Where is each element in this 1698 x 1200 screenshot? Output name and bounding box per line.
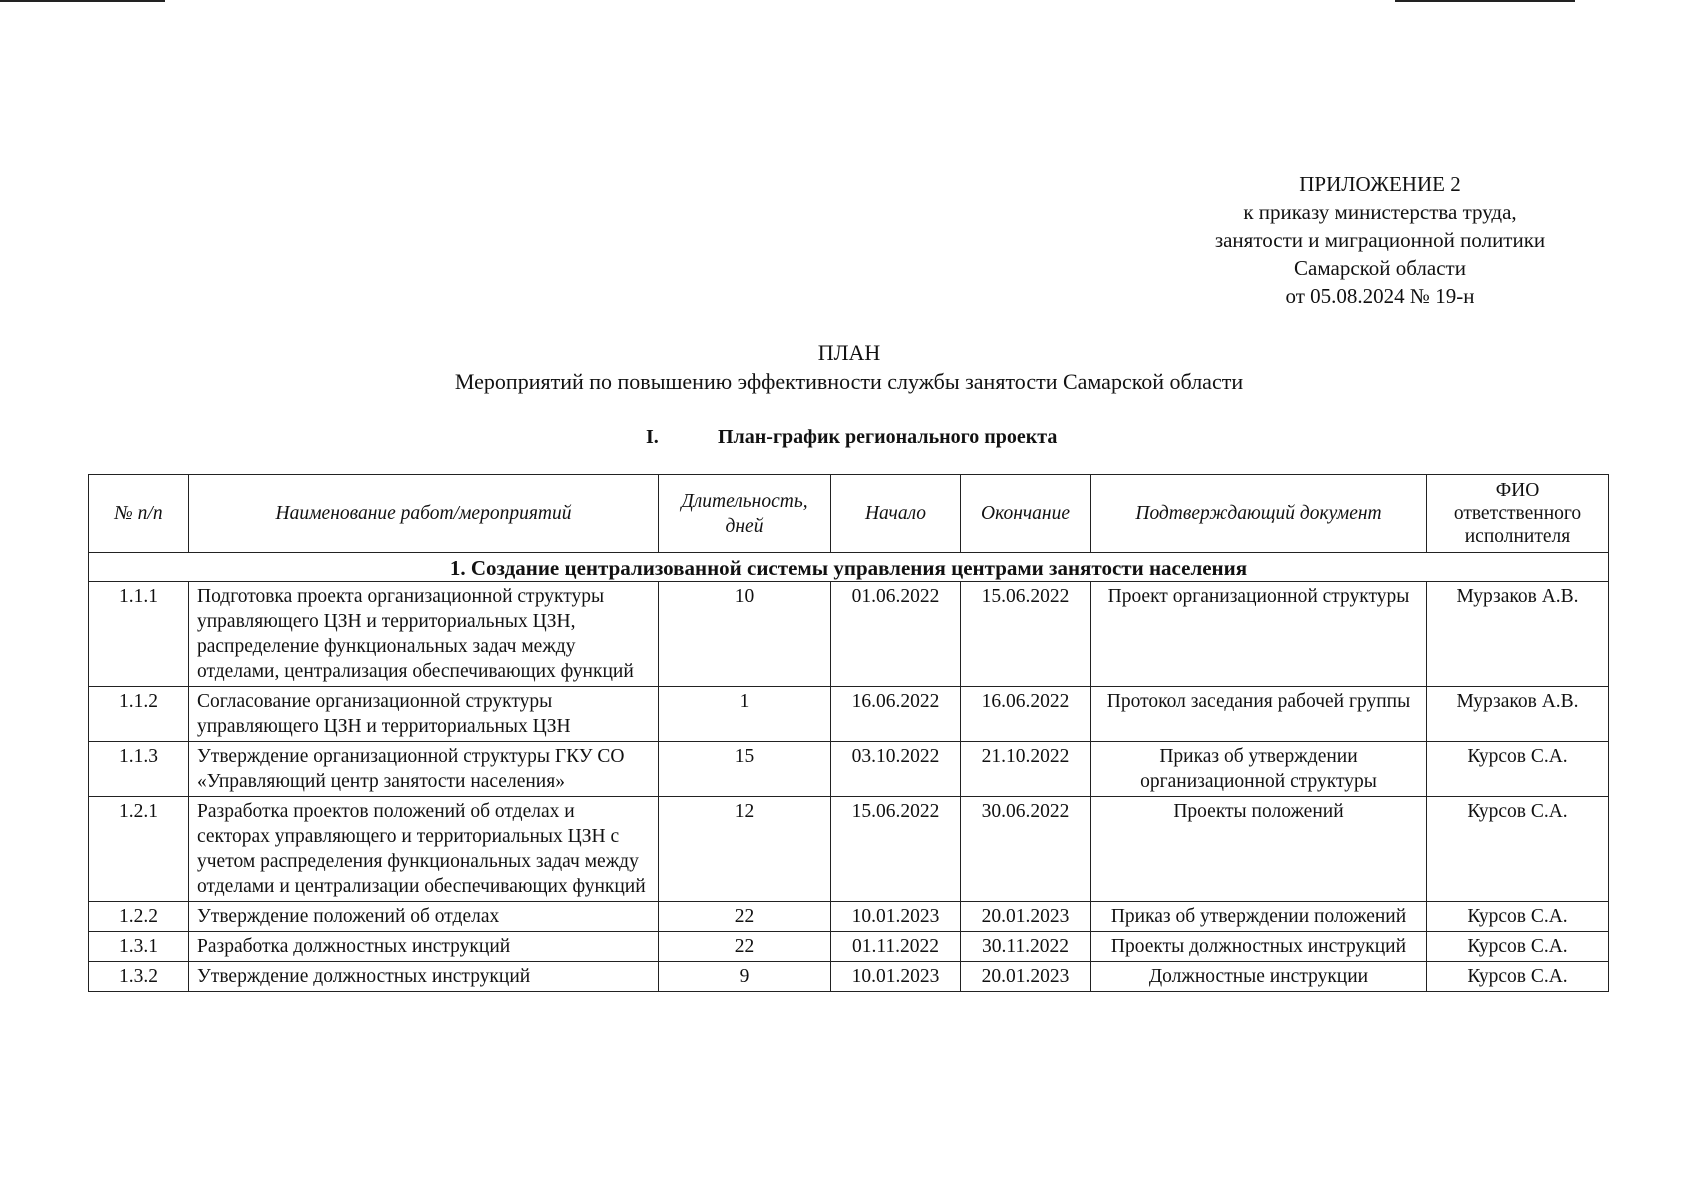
cell-document: Проект организационной структуры [1091,582,1427,687]
table-row [89,687,1609,742]
cell-start: 10.01.2023 [831,962,961,992]
cell-end: 21.10.2022 [961,742,1091,797]
table-row [89,582,1609,687]
cell-num: 1.1.3 [89,742,189,797]
header-name: Наименование работ/мероприятий [189,475,659,553]
appendix-number: ПРИЛОЖЕНИЕ 2 [1299,172,1461,196]
cell-responsible: Мурзаков А.В. [1427,687,1609,742]
table-row [89,962,1609,992]
plan-title-block [0,338,1698,396]
cell-name: Подготовка проекта организационной структуры управляющего ЦЗН и территориальных ЦЗН, распределение функциональных задач между отделами, централизация обеспечивающих функций [189,582,659,687]
cell-name: Разработка проектов положений об отделах и секторах управляющего и территориальных ЦЗН с учетом распределения функциональных задач между отделами и централизации обеспечивающих функций [189,797,659,902]
cell-duration: 1 [659,687,831,742]
cell-responsible: Курсов С.А. [1427,902,1609,932]
cell-start: 10.01.2023 [831,902,961,932]
cell-start: 16.06.2022 [831,687,961,742]
cell-name: Разработка должностных инструкций [189,932,659,962]
cell-end: 15.06.2022 [961,582,1091,687]
table-row [89,742,1609,797]
cell-num: 1.1.2 [89,687,189,742]
cell-duration: 12 [659,797,831,902]
section-title: План-график регионального проекта [718,426,1058,448]
appendix-region: Самарской области [1294,256,1466,280]
header-duration: Длительность, дней [659,475,831,553]
scan-edge-right [1395,0,1575,2]
table-header-row [89,475,1609,553]
appendix-date: от 05.08.2024 № 19-н [1285,284,1475,308]
header-end: Окончание [961,475,1091,553]
cell-num: 1.3.2 [89,962,189,992]
cell-document: Проекты положений [1091,797,1427,902]
cell-responsible: Курсов С.А. [1427,962,1609,992]
cell-num: 1.3.1 [89,932,189,962]
cell-responsible: Курсов С.А. [1427,742,1609,797]
cell-responsible: Мурзаков А.В. [1427,582,1609,687]
table-row [89,797,1609,902]
header-responsible: ФИО ответственного исполнителя [1427,475,1609,553]
appendix-header [1150,170,1610,310]
cell-num: 1.2.2 [89,902,189,932]
cell-start: 03.10.2022 [831,742,961,797]
cell-name: Утверждение положений об отделах [189,902,659,932]
cell-num: 1.2.1 [89,797,189,902]
cell-document: Приказ об утверждении организационной структуры [1091,742,1427,797]
header-start: Начало [831,475,961,553]
cell-duration: 9 [659,962,831,992]
cell-start: 01.11.2022 [831,932,961,962]
plan-table [88,474,1609,992]
plan-title: ПЛАН [817,340,881,365]
cell-document: Приказ об утверждении положений [1091,902,1427,932]
cell-document: Должностные инструкции [1091,962,1427,992]
appendix-order-ref: к приказу министерства труда, [1243,200,1517,224]
cell-end: 20.01.2023 [961,902,1091,932]
cell-end: 16.06.2022 [961,687,1091,742]
cell-num: 1.1.1 [89,582,189,687]
cell-end: 30.06.2022 [961,797,1091,902]
group-row [89,553,1609,582]
cell-responsible: Курсов С.А. [1427,932,1609,962]
section-number: I. [646,426,659,448]
cell-duration: 22 [659,932,831,962]
cell-start: 15.06.2022 [831,797,961,902]
cell-duration: 10 [659,582,831,687]
plan-subtitle: Мероприятий по повышению эффективности службы занятости Самарской области [454,369,1244,394]
table-row [89,902,1609,932]
appendix-ministry: занятости и миграционной политики [1214,228,1546,252]
header-num: № п/п [89,475,189,553]
cell-document: Проекты должностных инструкций [1091,932,1427,962]
cell-name: Утверждение должностных инструкций [189,962,659,992]
group-title: 1. Создание централизованной системы управления центрами занятости населения [89,553,1609,582]
table-row [89,932,1609,962]
cell-responsible: Курсов С.А. [1427,797,1609,902]
cell-duration: 22 [659,902,831,932]
section-heading [646,426,1057,449]
cell-name: Согласование организационной структуры управляющего ЦЗН и территориальных ЦЗН [189,687,659,742]
cell-end: 30.11.2022 [961,932,1091,962]
cell-name: Утверждение организационной структуры ГКУ СО «Управляющий центр занятости населения» [189,742,659,797]
cell-end: 20.01.2023 [961,962,1091,992]
scan-edge-left [0,0,165,2]
cell-document: Протокол заседания рабочей группы [1091,687,1427,742]
cell-start: 01.06.2022 [831,582,961,687]
header-document: Подтверждающий документ [1091,475,1427,553]
cell-duration: 15 [659,742,831,797]
